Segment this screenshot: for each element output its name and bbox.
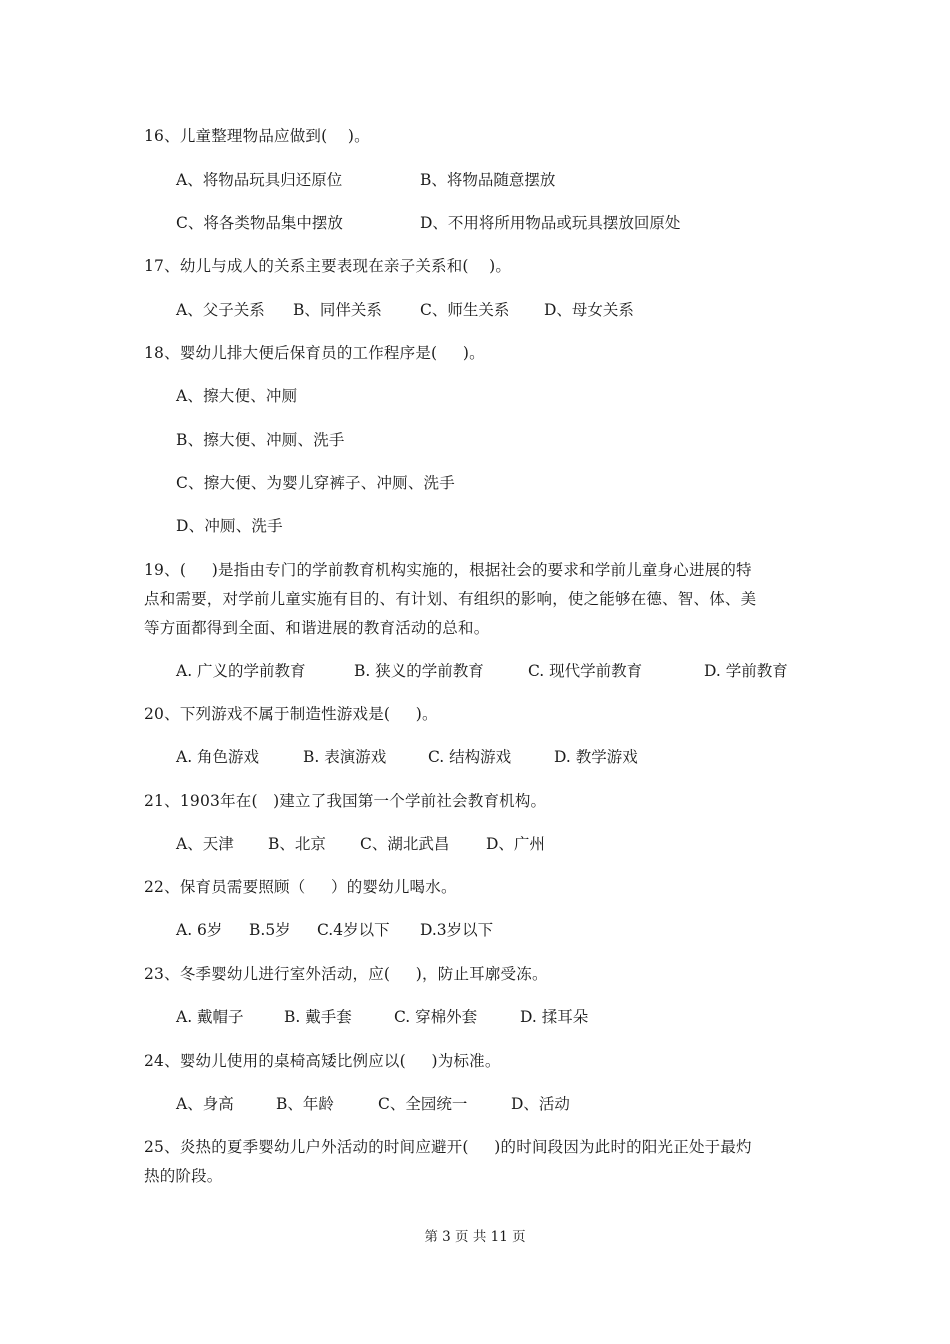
question-19-option-c: C. 现代学前教育 (528, 662, 643, 680)
question-25-stem-line-1: 25、炎热的夏季婴幼儿户外活动的时间应避开( )的时间段因为此时的阳光正处于最灼 (144, 1138, 752, 1156)
question-24-option-c: C、全园统一 (378, 1095, 468, 1113)
question-22-option-a: A. 6岁 (176, 921, 223, 939)
question-20-option-c: C. 结构游戏 (428, 748, 512, 766)
question-24-option-d: D、活动 (511, 1095, 570, 1113)
question-23-option-c: C. 穿棉外套 (394, 1008, 478, 1026)
question-23-stem: 23、冬季婴幼儿进行室外活动，应( )，防止耳廓受冻。 (144, 965, 548, 983)
question-16-option-d: D、不用将所用物品或玩具摆放回原处 (420, 214, 681, 232)
question-16-option-b: B、将物品随意摆放 (420, 171, 556, 189)
question-22-option-c: C.4岁以下 (317, 921, 390, 939)
question-19-option-a: A. 广义的学前教育 (176, 662, 306, 680)
question-23-option-a: A. 戴帽子 (176, 1008, 244, 1026)
question-21-option-b: B、北京 (268, 835, 326, 853)
question-16-option-c: C、将各类物品集中摆放 (176, 214, 343, 232)
question-17-option-c: C、师生关系 (420, 301, 510, 319)
question-21-option-c: C、湖北武昌 (360, 835, 450, 853)
page-number-footer: 第 3 页 共 11 页 (424, 1229, 526, 1245)
question-16-option-a: A、将物品玩具归还原位 (176, 171, 343, 189)
question-19-option-d: D. 学前教育 (704, 662, 788, 680)
question-17-option-a: A、父子关系 (176, 301, 265, 319)
question-19-stem-line-3: 等方面都得到全面、和谐进展的教育活动的总和。 (144, 619, 490, 637)
question-22-option-b: B.5岁 (249, 921, 291, 939)
question-18-option-b: B、擦大便、冲厕、洗手 (176, 431, 345, 449)
question-23-option-d: D. 揉耳朵 (520, 1008, 589, 1026)
question-20-option-d: D. 教学游戏 (554, 748, 638, 766)
question-17-option-b: B、同伴关系 (293, 301, 382, 319)
question-20-stem: 20、下列游戏不属于制造性游戏是( )。 (144, 705, 438, 723)
question-18-option-a: A、擦大便、冲厕 (176, 387, 298, 405)
question-22-option-d: D.3岁以下 (420, 921, 494, 939)
question-22-stem: 22、保育员需要照顾（ ）的婴幼儿喝水。 (144, 878, 457, 896)
question-21-option-a: A、天津 (176, 835, 234, 853)
question-17-option-d: D、母女关系 (544, 301, 634, 319)
question-19-stem-line-2: 点和需要，对学前儿童实施有目的、有计划、有组织的影响，使之能够在德、智、体、美 (144, 590, 757, 608)
question-20-option-a: A. 角色游戏 (176, 748, 260, 766)
question-24-stem: 24、婴幼儿使用的桌椅高矮比例应以( )为标准。 (144, 1052, 501, 1070)
question-17-stem: 17、幼儿与成人的关系主要表现在亲子关系和( )。 (144, 257, 512, 275)
question-21-stem: 21、1903年在( )建立了我国第一个学前社会教育机构。 (144, 792, 547, 810)
question-18-option-c: C、擦大便、为婴儿穿裤子、冲厕、洗手 (176, 474, 455, 492)
question-23-option-b: B. 戴手套 (284, 1008, 352, 1026)
question-24-option-b: B、年龄 (276, 1095, 334, 1113)
question-20-option-b: B. 表演游戏 (303, 748, 387, 766)
question-18-option-d: D、冲厕、洗手 (176, 517, 283, 535)
question-18-stem: 18、婴幼儿排大便后保育员的工作程序是( )。 (144, 344, 485, 362)
question-16-stem: 16、儿童整理物品应做到( )。 (144, 127, 370, 145)
question-21-option-d: D、广州 (486, 835, 545, 853)
question-25-stem-line-2: 热的阶段。 (144, 1167, 223, 1185)
question-19-option-b: B. 狭义的学前教育 (354, 662, 484, 680)
question-19-stem-line-1: 19、( )是指由专门的学前教育机构实施的，根据社会的要求和学前儿童身心进展的特 (144, 561, 752, 579)
question-24-option-a: A、身高 (176, 1095, 234, 1113)
